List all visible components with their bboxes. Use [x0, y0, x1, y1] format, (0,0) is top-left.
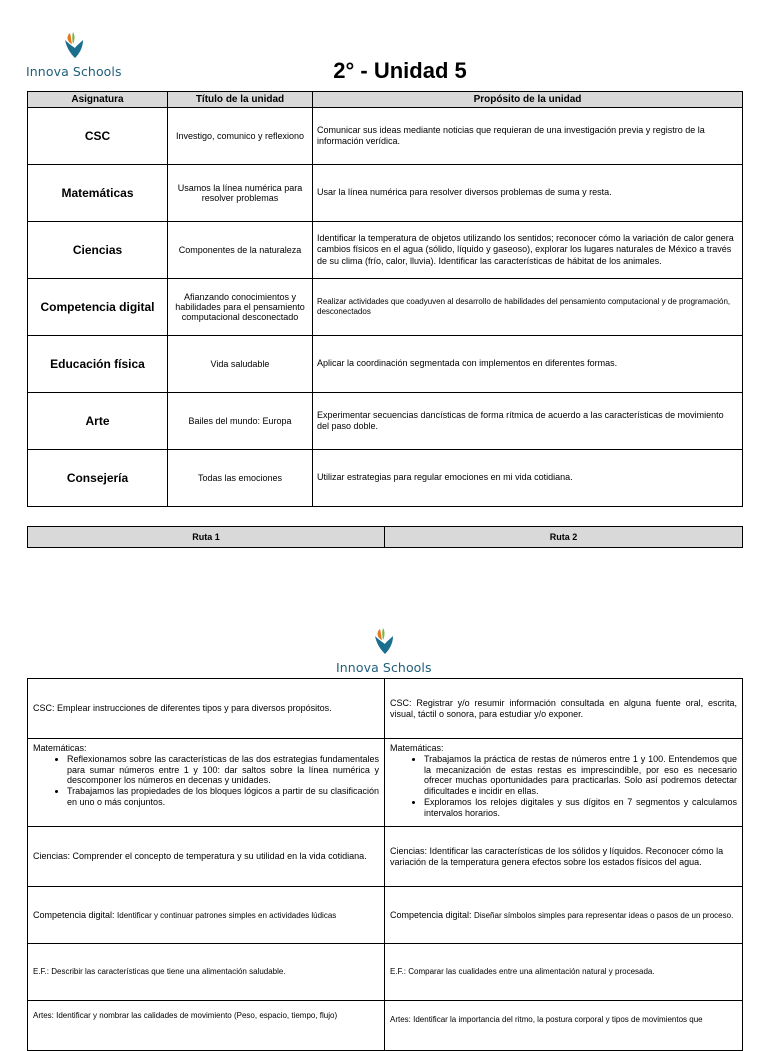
- unit-title-cell: Usamos la línea numérica para resolver problemas: [168, 165, 313, 222]
- table-row: [28, 336, 743, 393]
- table-row: [28, 944, 743, 1001]
- innova-schools-logo: [26, 30, 122, 79]
- route-1-header: Ruta 1: [28, 527, 385, 548]
- list-item: • Reflexionamos sobre las características de las dos estrategias fundamentales para sumar números entre 1 y 100: dar saltos sobre la línea numérica y descomponer los números en decenas y unidades.: [67, 754, 379, 786]
- ef-route-1: E.F.: Describir las características que tiene una alimentación saludable.: [28, 944, 385, 1001]
- unit-title-cell: Investigo, comunico y reflexiono: [168, 108, 313, 165]
- mat-route-2-list: [390, 754, 737, 819]
- cd-route-2-label: Competencia digital:: [390, 909, 475, 920]
- header-titulo: Título de la unidad: [168, 92, 313, 108]
- subject-cell: Matemáticas: [28, 165, 168, 222]
- brand-name: Innova Schools: [336, 660, 432, 675]
- units-table: [27, 91, 743, 507]
- list-item: • Trabajamos las propiedades de los bloques lógicos a partir de su clasificación en uno o más conjuntos.: [67, 786, 379, 808]
- table-row: [28, 1001, 743, 1051]
- cd-route-1-label: Competencia digital:: [33, 909, 118, 920]
- unit-title-cell: Afianzando conocimientos y habilidades para el pensamiento computacional desconectado: [168, 279, 313, 336]
- table-row: [28, 679, 743, 739]
- routes-table: [27, 526, 743, 548]
- unit-title-cell: Bailes del mundo: Europa: [168, 393, 313, 450]
- cd-route-2: [385, 887, 743, 944]
- cie-route-2: Ciencias: Identificar las características de los sólidos y líquidos. Reconocer cómo la variación de la temperatura genera efectos sobre los estados físicos del agua.: [385, 827, 743, 887]
- table-row: [28, 739, 743, 827]
- list-item: • Trabajamos la práctica de restas de números entre 1 y 100. Entendemos que la mecanización de estas restas es imprescindible, por eso es necesario ofrecer muchas oportunidades para practicarlas. Solo así podremos detectar dificultades e incidir en ellas.: [424, 754, 737, 797]
- cd-route-2-text: Diseñar símbolos simples para representar ideas o pasos de un proceso.: [474, 910, 734, 920]
- cie-route-1: Ciencias: Comprender el concepto de temperatura y su utilidad en la vida cotidiana.: [28, 827, 385, 887]
- subject-cell: Consejería: [28, 450, 168, 507]
- subject-cell: CSC: [28, 108, 168, 165]
- purpose-cell: Utilizar estrategias para regular emociones en mi vida cotidiana.: [313, 450, 743, 507]
- table-row: [28, 222, 743, 279]
- csc-route-1: CSC: Emplear instrucciones de diferentes tipos y para diversos propósitos.: [28, 679, 385, 739]
- subject-cell: Competencia digital: [28, 279, 168, 336]
- purpose-cell: Identificar la temperatura de objetos utilizando los sentidos; reconocer cómo la variación de calor genera cambios físicos en el agua (sólido, líquido y gaseoso), explorar los lugares naturales de México a través de su clima (frío, calor, lluvia). Identificar las características de hábitat de los animales.: [313, 222, 743, 279]
- mat-route-2: [385, 739, 743, 827]
- subject-cell: Educación física: [28, 336, 168, 393]
- arte-route-1: Artes: Identificar y nombrar las calidades de movimiento (Peso, espacio, tiempo, flujo): [28, 1001, 385, 1051]
- table-row: [28, 887, 743, 944]
- mat-route-1: [28, 739, 385, 827]
- ef-route-2: E.F.: Comparar las cualidades entre una alimentación natural y procesada.: [385, 944, 743, 1001]
- csc-route-2: CSC: Registrar y/o resumir información consultada en alguna fuente oral, escrita, visual, táctil o sonora, para estudiar y/o exponer.: [385, 679, 743, 739]
- unit-title-cell: Vida saludable: [168, 336, 313, 393]
- innova-schools-logo: [336, 626, 432, 675]
- mat-route-1-list: [33, 754, 379, 808]
- units-header-row: [28, 92, 743, 108]
- cd-route-1: [28, 887, 385, 944]
- innova-leaf-icon: [371, 626, 397, 656]
- header-asignatura: Asignatura: [28, 92, 168, 108]
- unit-title-cell: Componentes de la naturaleza: [168, 222, 313, 279]
- header-proposito: Propósito de la unidad: [313, 92, 743, 108]
- route-2-header: Ruta 2: [385, 527, 743, 548]
- purpose-cell: Aplicar la coordinación segmentada con implementos en diferentes formas.: [313, 336, 743, 393]
- page-title: 2° - Unidad 5: [333, 58, 467, 83]
- table-row: [28, 450, 743, 507]
- innova-leaf-icon: [61, 30, 87, 60]
- list-item: • Exploramos los relojes digitales y sus dígitos en 7 segmentos y calculamos intervalos horarios.: [424, 797, 737, 819]
- table-row: [28, 393, 743, 450]
- purpose-cell: Comunicar sus ideas mediante noticias que requieran de una investigación previa y registro de la información verídica.: [313, 108, 743, 165]
- routes-detail-table: [27, 678, 743, 1051]
- table-row: [28, 279, 743, 336]
- brand-name: Innova Schools: [26, 64, 122, 79]
- subject-cell: Arte: [28, 393, 168, 450]
- mat-route-2-label: Matemáticas:: [390, 743, 444, 753]
- unit-title-cell: Todas las emociones: [168, 450, 313, 507]
- arte-route-2: Artes: Identificar la importancia del ritmo, la postura corporal y tipos de movimientos que: [385, 1001, 743, 1051]
- table-row: [28, 827, 743, 887]
- cd-route-1-text: Identificar y continuar patrones simples en actividades lúdicas: [117, 910, 337, 920]
- subject-cell: Ciencias: [28, 222, 168, 279]
- mat-route-1-label: Matemáticas:: [33, 743, 87, 753]
- purpose-cell: Usar la línea numérica para resolver diversos problemas de suma y resta.: [313, 165, 743, 222]
- purpose-cell: Realizar actividades que coadyuven al desarrollo de habilidades del pensamiento computacional y de programación, desconectados: [313, 279, 743, 336]
- table-row: [28, 108, 743, 165]
- purpose-cell: Experimentar secuencias dancísticas de forma rítmica de acuerdo a las características de movimiento del paso doble.: [313, 393, 743, 450]
- table-row: [28, 165, 743, 222]
